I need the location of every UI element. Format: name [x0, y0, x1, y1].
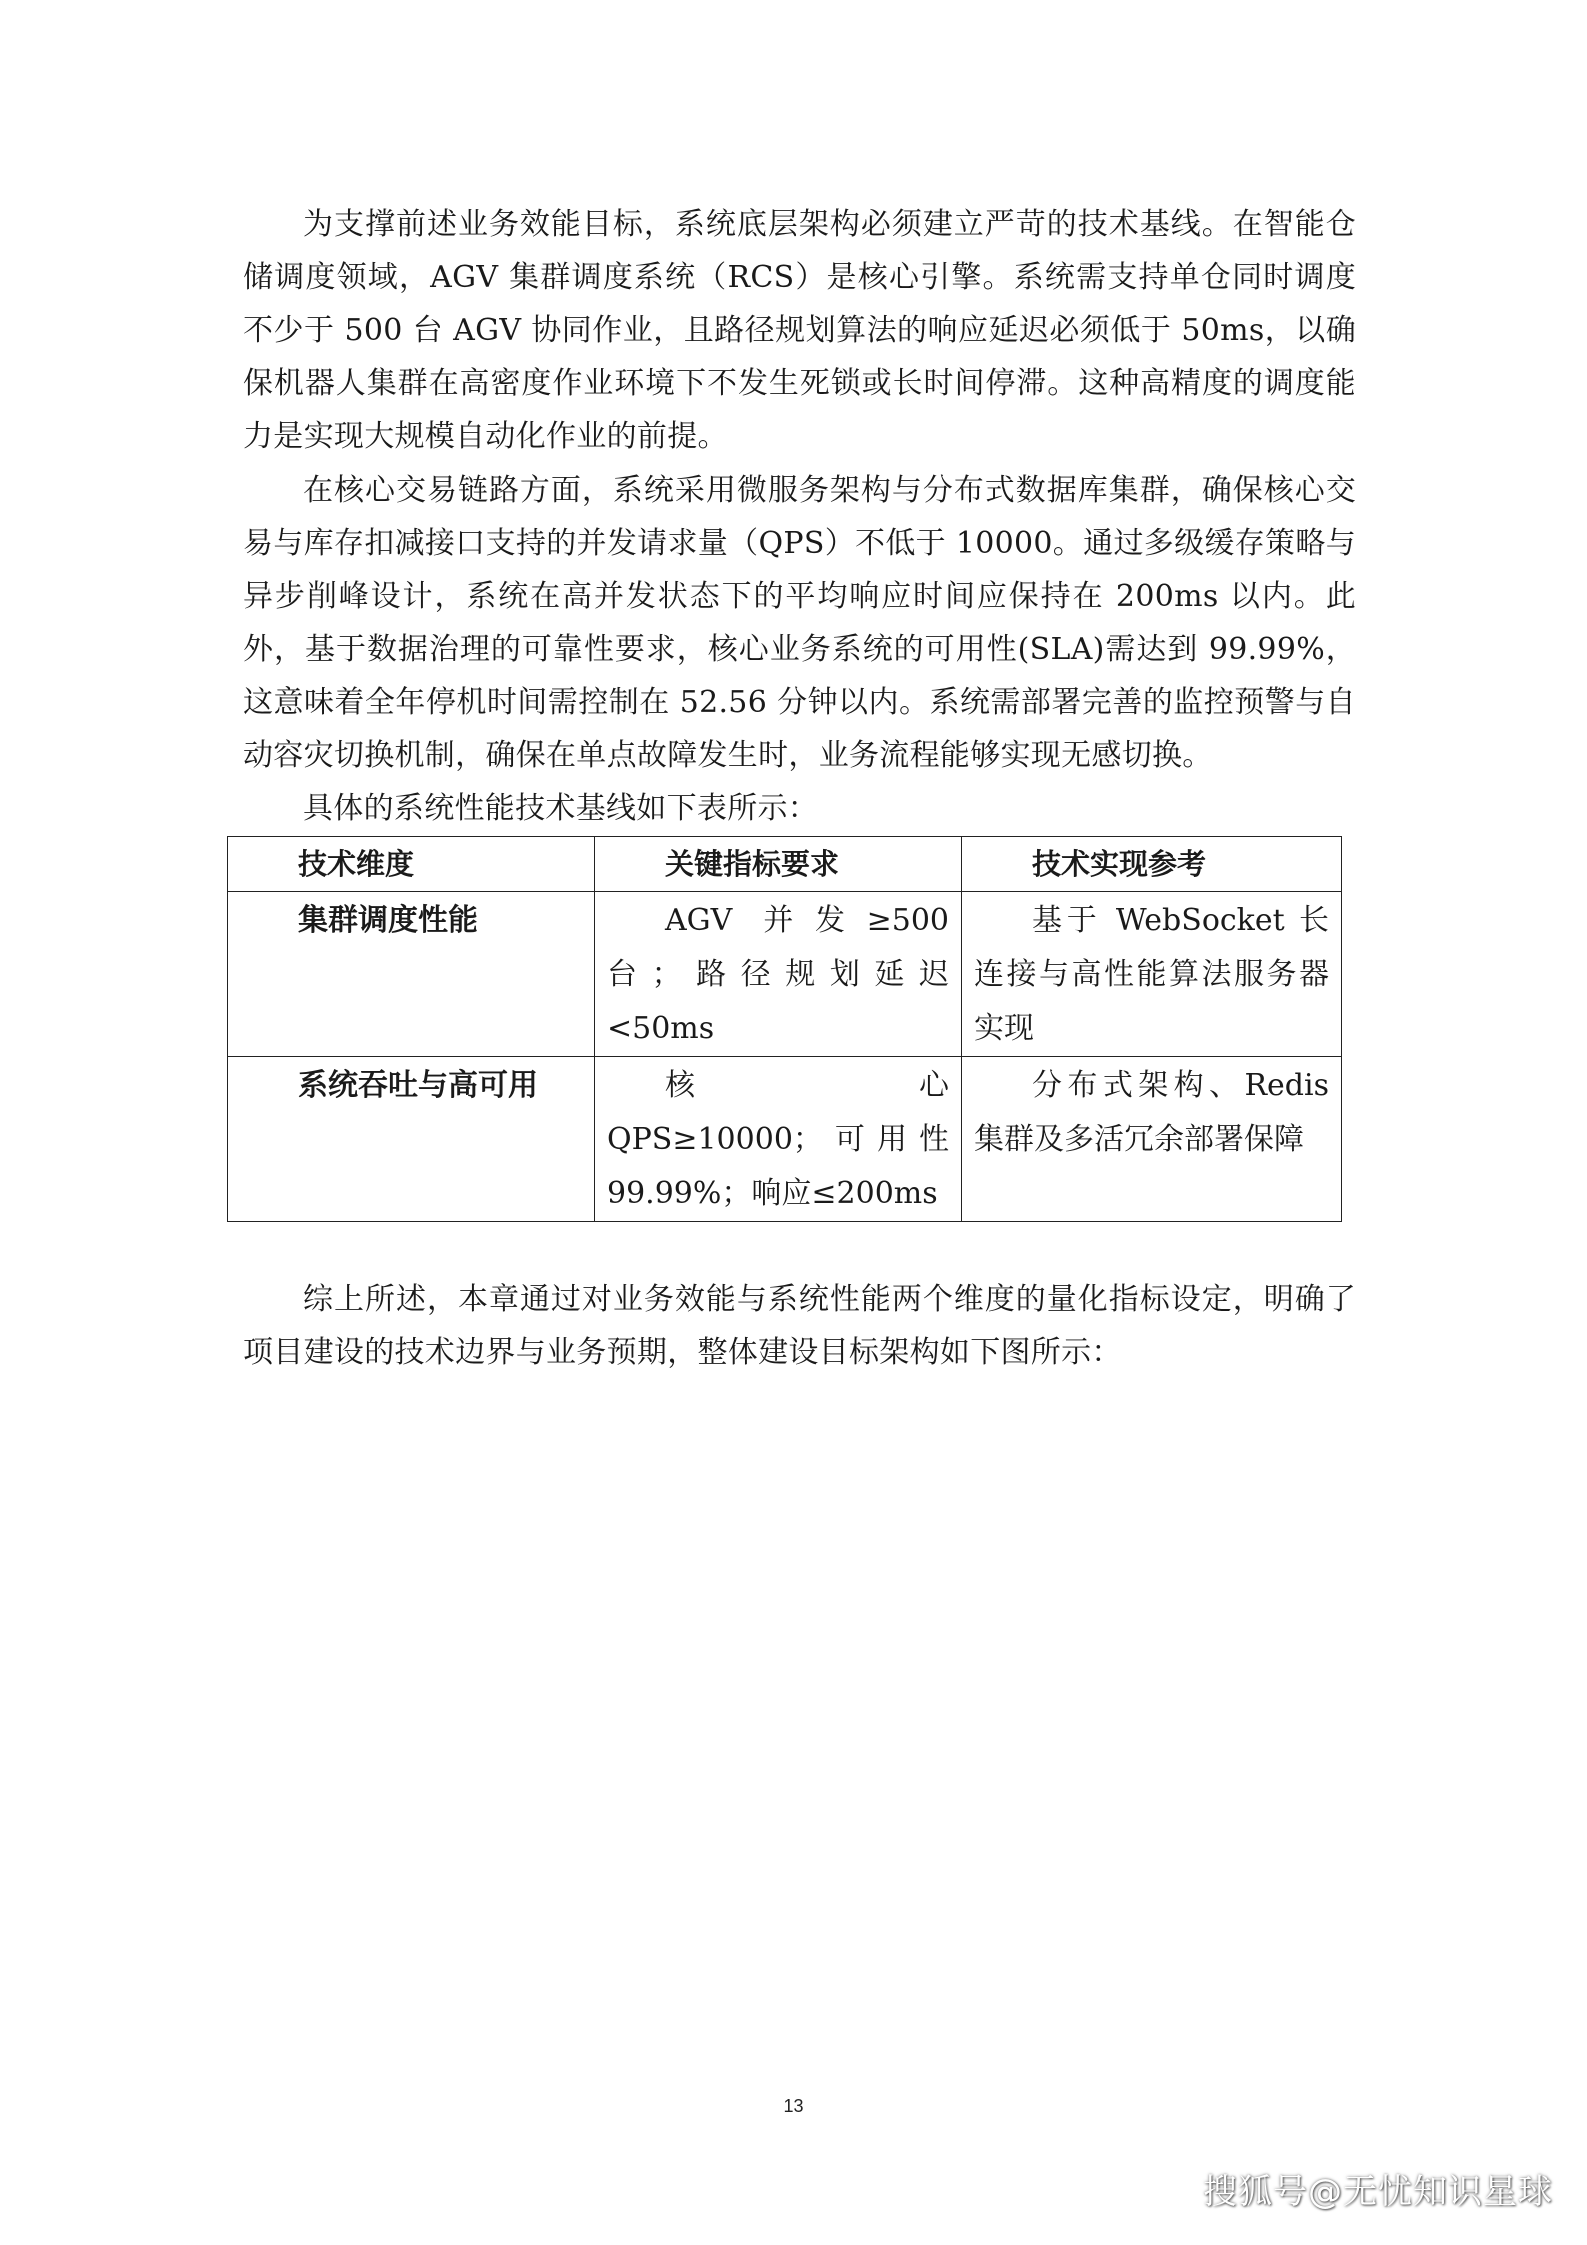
watermark: 搜狐号@无忧知识星球 — [1203, 2172, 1553, 2212]
table-cell-kpi: AGV 并发≥500 台；路径规划延迟<50ms — [595, 892, 962, 1057]
table-row — [228, 892, 1342, 1057]
table-cell-reference: 基于 WebSocket 长连接与高性能算法服务器实现 — [962, 892, 1342, 1057]
performance-baseline-table — [227, 836, 1342, 1222]
paragraph-performance-baseline: 为支撑前述业务效能目标，系统底层架构必须建立严苛的技术基线。在智能仓储调度领域，AGV 集群调度系统（RCS）是核心引擎。系统需支持单仓同时调度不少于 500 台 AGV 协同作业，且路径规划算法的响应延迟必须低于 50ms，以确保机器人集群在高密度作业环境下不发生死锁或长时间停滞。这种高精度的调度能力是实现大规模自动化作业的前提。 — [243, 207, 1356, 454]
table-header-row — [228, 837, 1342, 892]
paragraph-core-transaction: 在核心交易链路方面，系统采用微服务架构与分布式数据库集群，确保核心交易与库存扣减接口支持的并发请求量（QPS）不低于 10000。通过多级缓存策略与异步削峰设计，系统在高并发状态下的平均响应时间应保持在 200ms 以内。此外，基于数据治理的可靠性要求，核心业务系统的可用性(SLA)需达到 99.99%，这意味着全年停机时间需控制在 52.56 分钟以内。系统需部署完善的监控预警与自动容灾切换机制，确保在单点故障发生时，业务流程能够实现无感切换。 — [243, 473, 1356, 773]
table-cell-kpi: 核心 QPS≥10000；可用性 99.99%；响应≤200ms — [595, 1057, 962, 1222]
paragraph-summary: 综上所述，本章通过对业务效能与系统性能两个维度的量化指标设定，明确了项目建设的技术边界与业务预期，整体建设目标架构如下图所示： — [243, 1282, 1356, 1370]
table-cell-dimension: 系统吞吐与高可用 — [228, 1057, 595, 1222]
table-cell-dimension: 集群调度性能 — [228, 892, 595, 1057]
page-number: 13 — [783, 2096, 804, 2116]
table-row — [228, 1057, 1342, 1222]
table-header-cell: 技术实现参考 — [962, 837, 1342, 892]
table-header-cell: 关键指标要求 — [595, 837, 962, 892]
table-cell-reference: 分布式架构、Redis 集群及多活冗余部署保障 — [962, 1057, 1342, 1222]
table-header-cell: 技术维度 — [228, 837, 595, 892]
table-caption: 具体的系统性能技术基线如下表所示： — [303, 791, 819, 826]
